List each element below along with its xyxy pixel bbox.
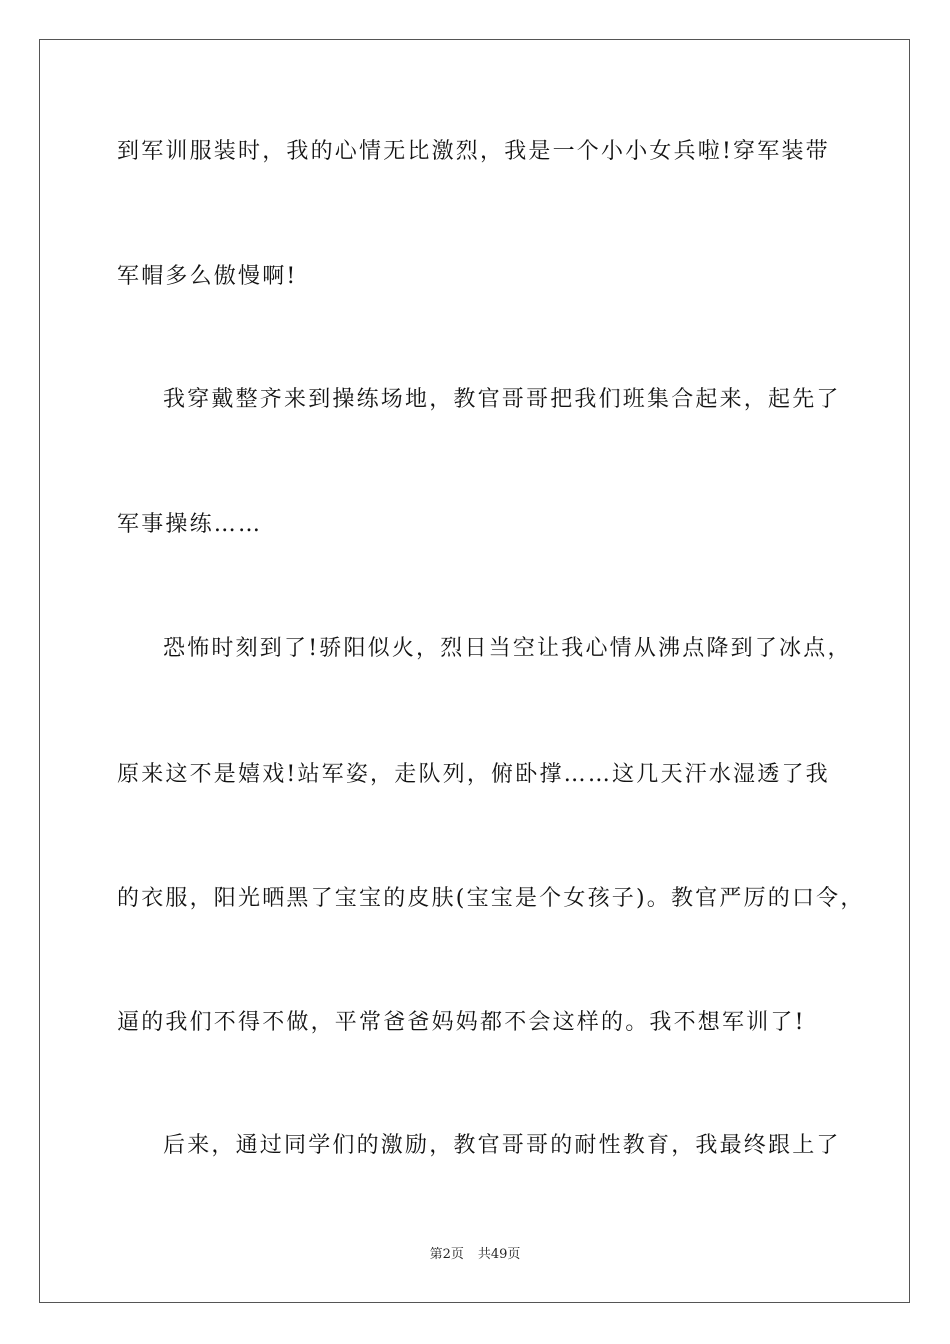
paragraph-line: 我穿戴整齐来到操练场地，教官哥哥把我们班集合起来，起先了 [163, 387, 841, 412]
paragraph-line: 军事操练…… [117, 512, 263, 537]
page-footer [0, 1246, 950, 1264]
paragraph-line: 恐怖时刻到了!骄阳似火，烈日当空让我心情从沸点降到了冰点， [163, 636, 852, 661]
paragraph-line: 后来，通过同学们的激励，教官哥哥的耐性教育，我最终跟上了 [163, 1133, 841, 1158]
paragraph-line: 到军训服装时，我的心情无比激烈，我是一个小小女兵啦!穿军装带 [117, 139, 830, 164]
page-frame [39, 39, 910, 1303]
paragraph-line: 的衣服，阳光晒黑了宝宝的皮肤(宝宝是个女孩子)。教官严厉的口令， [117, 886, 865, 911]
paragraph-line: 原来这不是嬉戏!站军姿，走队列，俯卧撑……这几天汗水湿透了我 [117, 762, 830, 787]
page-total: 共49页 [477, 1247, 521, 1262]
page-number: 第2页 [429, 1247, 464, 1262]
paragraph-line: 军帽多么傲慢啊! [117, 264, 298, 289]
paragraph-line: 逼的我们不得不做，平常爸爸妈妈都不会这样的。我不想军训了! [117, 1010, 806, 1035]
